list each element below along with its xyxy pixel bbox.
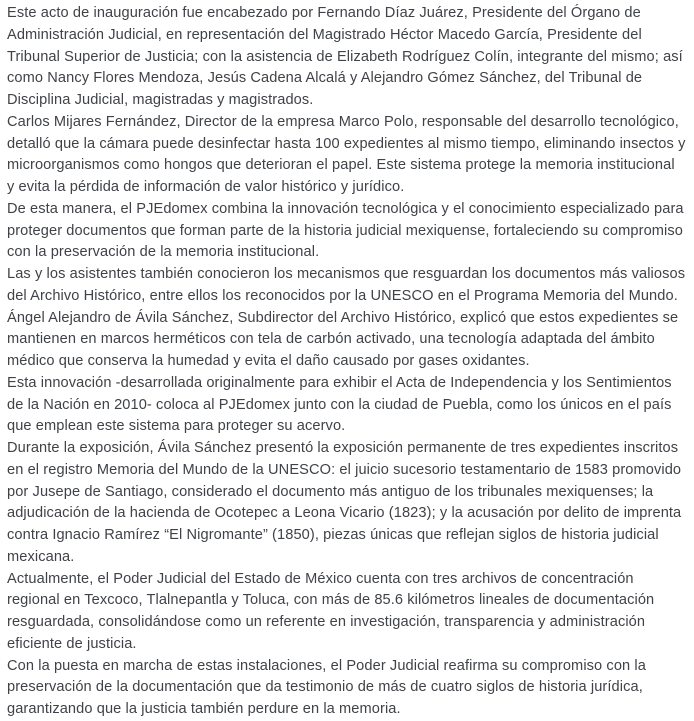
paragraph-closing-preservation: Con la puesta en marcha de estas instalaciones, el Poder Judicial reafirma su compromiso con la preservación de la documentación que da testimonio de más de cuatro siglos de historia jurídica, garantizando que la justicia también perdure en la memoria.	[7, 657, 646, 717]
paragraph-disinfection-chamber: Carlos Mijares Fernández, Director de la empresa Marco Polo, responsable del desarrollo tecnológico, detalló que la cámara puede desinfectar hasta 100 expedientes al mismo tiempo, eliminando insectos y microorganismos como hongos que deterioran el papel. Este sistema protege la memoria institucional y evita la pérdida de información de valor histórico y jurídico.	[7, 113, 686, 195]
paragraph-archive-mechanisms: Las y los asistentes también conocieron los mecanismos que resguardan los documentos más valiosos del Archivo Histórico, entre ellos los reconocidos por la UNESCO en el Programa Memoria del Mundo. Ángel Alejandro de Ávila Sánchez, Subdirector del Archivo Histórico, explicó que estos expedientes se mantienen en marcos herméticos con tela de carbón activado, una tecnología adaptada del ámbito médico que conserva la humedad y evita el daño causado por gases oxidantes.	[7, 266, 686, 369]
paragraph-pjedomex-innovation: De esta manera, el PJEdomex combina la innovación tecnológica y el conocimiento especializado para proteger documentos que forman parte de la historia judicial mexiquense, fortaleciendo su compromiso con la preservación de la memoria institucional.	[7, 200, 684, 261]
paragraph-unesco-expedientes: Durante la exposición, Ávila Sánchez presentó la exposición permanente de tres expedientes inscritos en el registro Memoria del Mundo de la UNESCO: el juicio sucesorio testamentario de 1583 promovido por Jusepe de Santiago, considerado el documento más antiguo de los tribunales mexiquenses; la adjudicación de la hacienda de Ocotepec a Leona Vicario (1823); y la acusación por delito de imprenta contra Ignacio Ramírez “El Nigromante” (1850), piezas únicas que reflejan siglos de historia judicial mexicana.	[7, 440, 682, 565]
paragraph-innovation-puebla: Esta innovación -desarrollada originalmente para exhibir el Acta de Independencia y los Sentimientos de la Nación en 2010- coloca al PJEdomex junto con la ciudad de Puebla, como los únicos en el país que emplean este sistema para proteger su acervo.	[7, 374, 672, 435]
paragraph-regional-archives: Actualmente, el Poder Judicial del Estado de México cuenta con tres archivos de concentración regional en Texcoco, Tlalnepantla y Toluca, con más de 85.6 kilómetros lineales de documentación resguardada, consolidándose como un referente en investigación, transparencia y administración eficiente de justicia.	[7, 570, 655, 652]
paragraph-inauguration-officials: Este acto de inauguración fue encabezado por Fernando Díaz Juárez, Presidente del Órgano de Administración Judicial, en representación del Magistrado Héctor Macedo García, Presidente del Tribunal Superior de Justicia; con la asistencia de Elizabeth Rodríguez Colín, integrante del mismo; así como Nancy Flores Mendoza, Jesús Cadena Alcalá y Alejandro Gómez Sánchez, del Tribunal de Disciplina Judicial, magistradas y magistrados.	[7, 5, 683, 108]
